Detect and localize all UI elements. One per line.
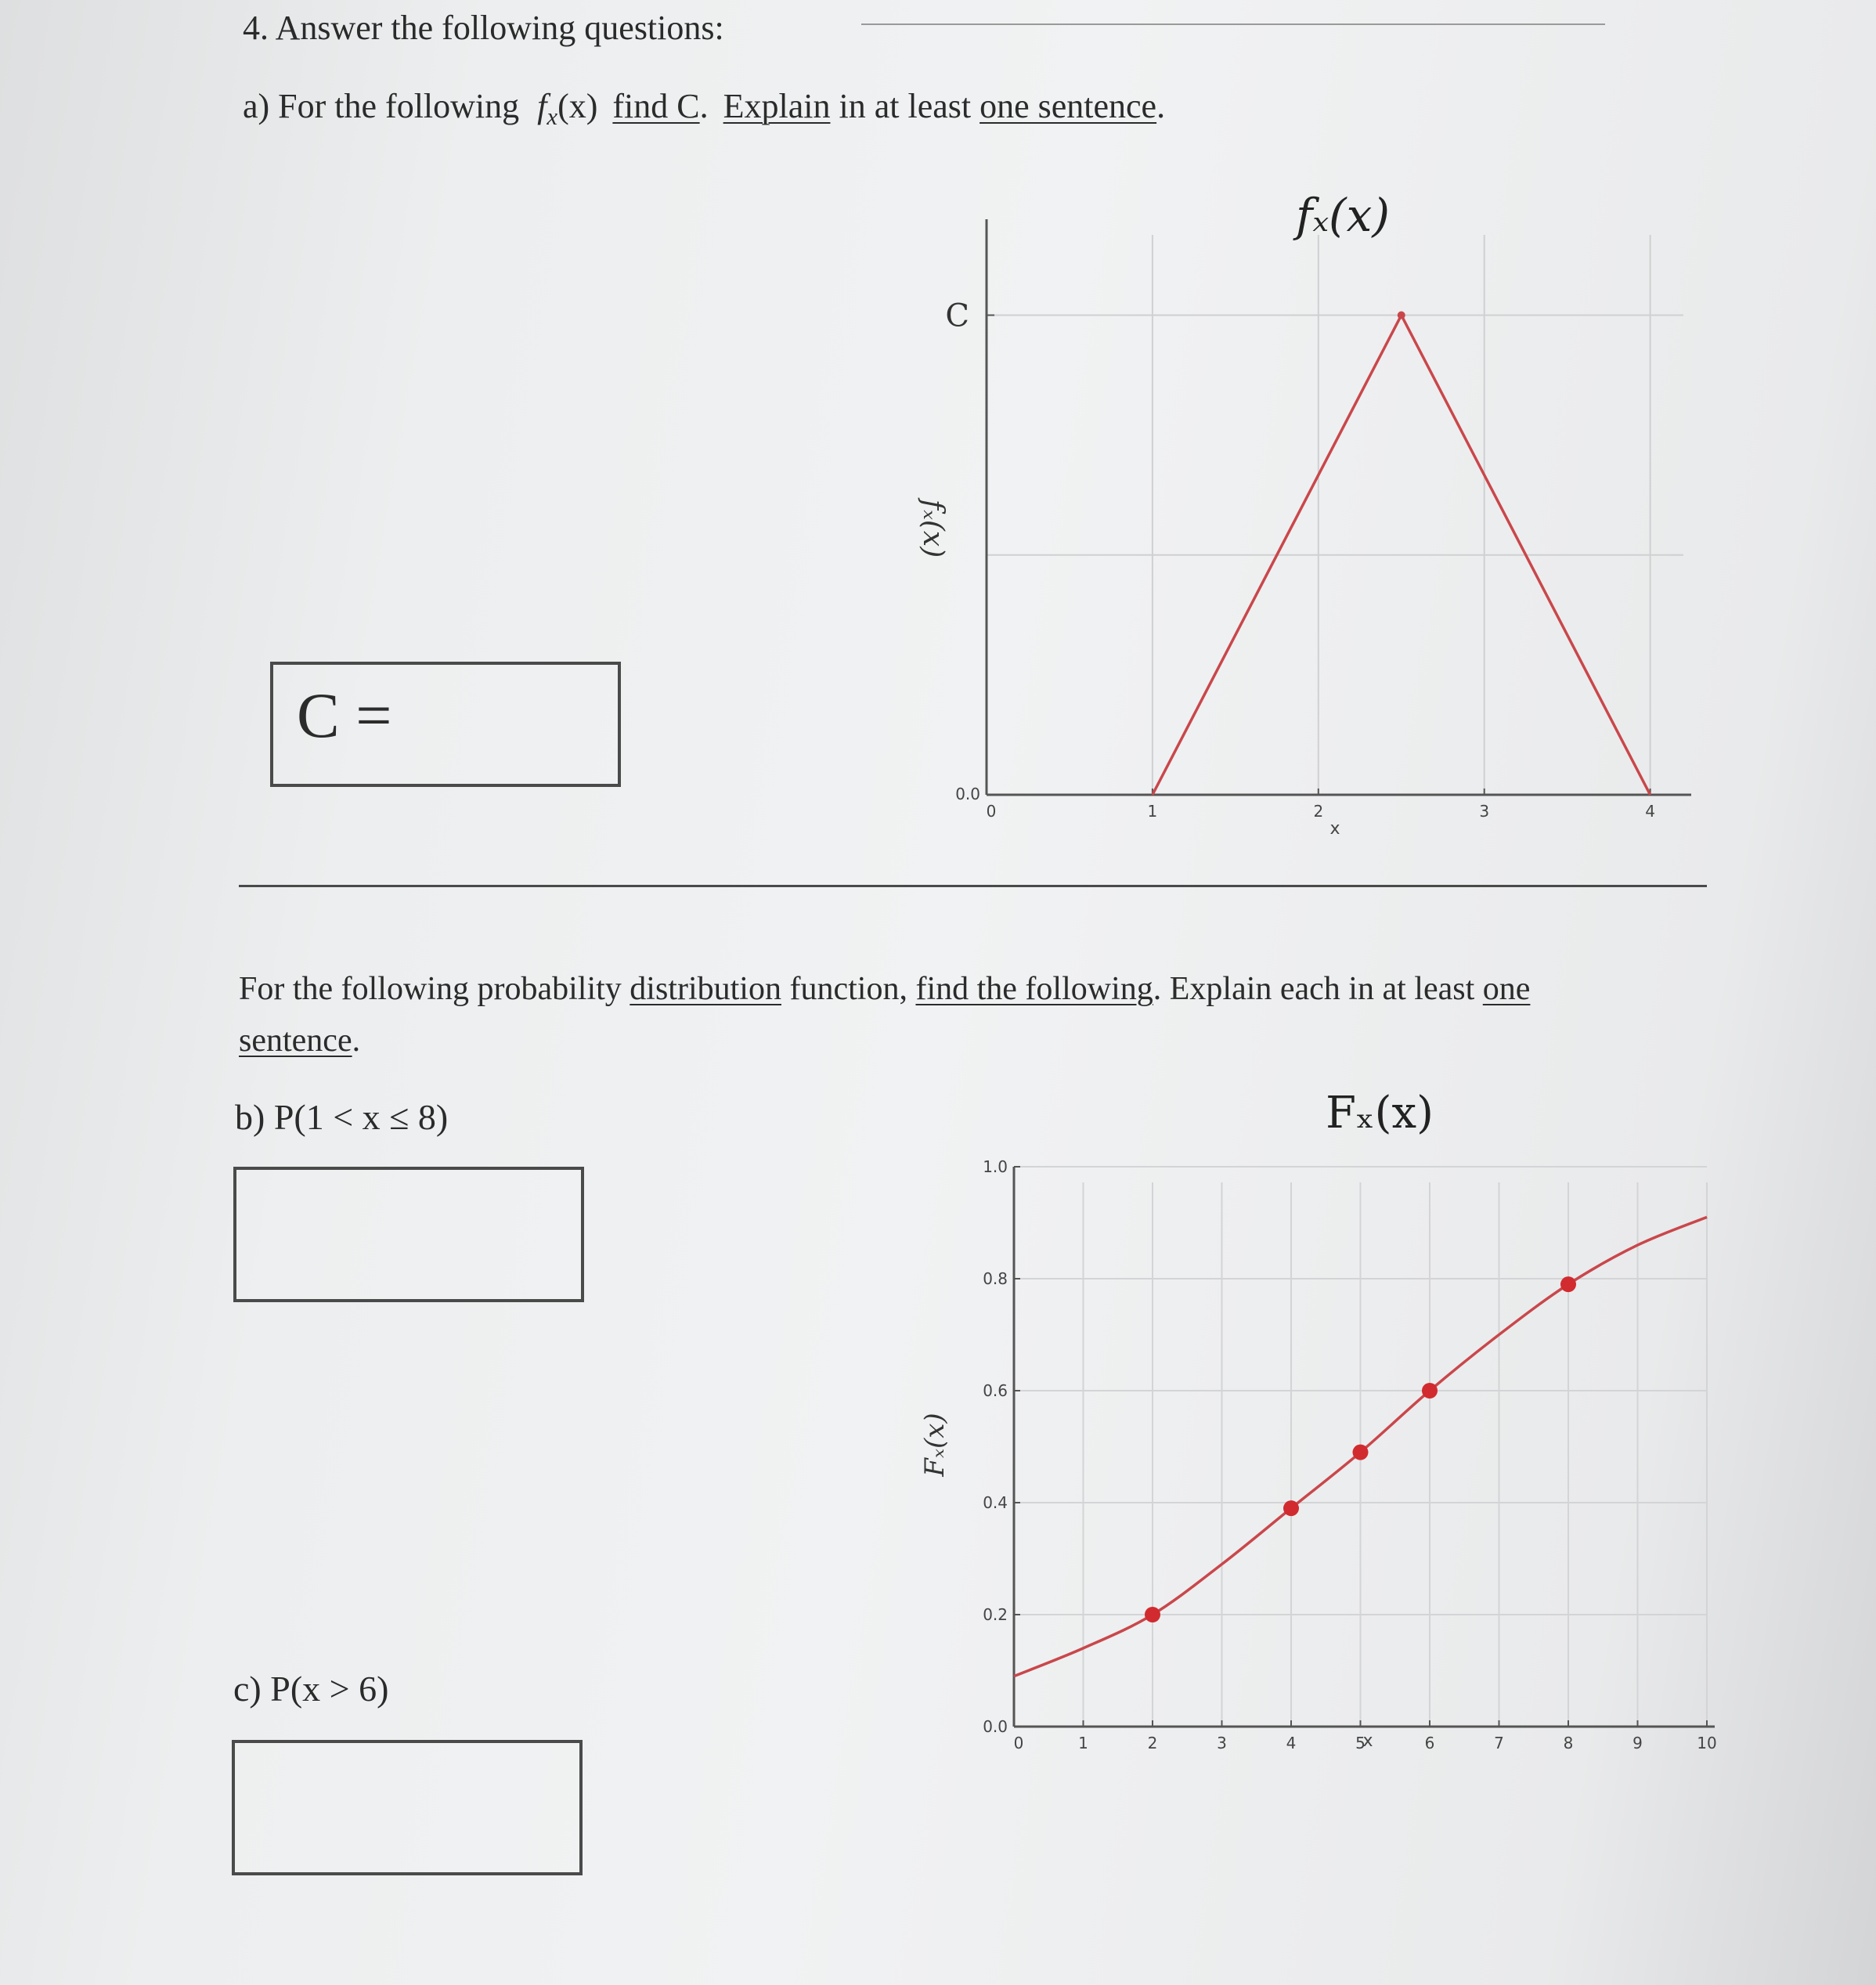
top-rule <box>861 23 1605 25</box>
chart-cdf-x-tick-label: 6 <box>1424 1734 1435 1752</box>
section-b-intro-1: For the following probability <box>239 971 622 1007</box>
answer-box-c[interactable] <box>270 662 621 787</box>
chart-cdf-x-tick-label: 8 <box>1563 1734 1574 1752</box>
section-b-function: function, <box>789 971 907 1007</box>
section-b-period: . <box>352 1023 361 1059</box>
section-b-one: one <box>1482 971 1531 1007</box>
chart-cdf-x-tick-label: 7 <box>1494 1734 1504 1752</box>
answer-box-c-label: C = <box>297 680 392 751</box>
part-a-explain: Explain <box>723 87 831 125</box>
part-a-middle: in at least <box>839 87 972 125</box>
part-a-lead: a) For the following <box>243 87 520 125</box>
chart-cdf-ylabel: Fₓ(x) <box>919 1413 951 1477</box>
part-b-label: b) P(1 < x ≤ 8) <box>235 1097 449 1137</box>
chart-cdf-x-tick-label: 2 <box>1147 1734 1158 1752</box>
section-b-explain-each: . Explain each in at least <box>1153 971 1475 1007</box>
part-c-label: c) P(x > 6) <box>233 1669 389 1709</box>
part-a-find-c: find C <box>612 87 700 125</box>
chart-cdf-y-tick-label: 0.8 <box>983 1269 1008 1288</box>
chart-pdf-x-tick-label: 0 <box>986 802 997 821</box>
chart-pdf-y-tick-label-zero: 0.0 <box>955 785 980 803</box>
section-b-distribution: distribution <box>630 971 781 1007</box>
chart-pdf <box>877 172 1738 861</box>
part-a-prompt <box>243 86 1165 131</box>
chart-cdf-x-tick-label: 0 <box>1013 1734 1024 1752</box>
chart-cdf-point <box>1353 1445 1369 1460</box>
answer-box-c-part[interactable] <box>232 1740 583 1875</box>
chart-cdf <box>900 1081 1762 1770</box>
chart-cdf-y-tick-label: 0.2 <box>983 1605 1008 1624</box>
chart-pdf-x-tick-label: 4 <box>1645 802 1655 821</box>
chart-cdf-y-tick-label: 1.0 <box>983 1157 1008 1176</box>
chart-cdf-x-tick-label: 3 <box>1217 1734 1227 1752</box>
chart-cdf-y-tick-label: 0.6 <box>983 1381 1008 1400</box>
chart-cdf-x-tick-label: 4 <box>1286 1734 1297 1752</box>
chart-pdf-x-tick-label: 2 <box>1313 802 1324 821</box>
chart-pdf-ylabel: fₓ(x) <box>917 499 949 558</box>
chart-pdf-title: fₓ(x) <box>1295 189 1391 242</box>
answer-box-b[interactable] <box>233 1167 584 1302</box>
section-b-find-following: find the following <box>915 971 1153 1007</box>
part-a-period1: . <box>699 87 709 125</box>
section-b-intro <box>239 963 1632 1066</box>
part-a-function: $f_x(x)$ <box>537 87 598 131</box>
question-title: 4. Answer the following questions: <box>243 9 724 47</box>
part-a-one-sentence: one sentence <box>979 87 1157 125</box>
chart-pdf-x-tick-label: 1 <box>1147 802 1158 821</box>
chart-cdf-xlabel: x <box>1362 1731 1373 1751</box>
chart-cdf-title: Fₓ(x) <box>1326 1088 1434 1139</box>
chart-cdf-point <box>1283 1500 1299 1516</box>
chart-cdf-y-tick-label: 0.0 <box>983 1717 1008 1736</box>
chart-cdf-y-tick-label: 0.4 <box>983 1493 1008 1512</box>
chart-cdf-x-tick-label: 9 <box>1632 1734 1643 1752</box>
part-a-period2: . <box>1156 87 1166 125</box>
chart-pdf-y-tick-label-c: C <box>945 298 969 334</box>
chart-pdf-xlabel: x <box>1329 819 1340 839</box>
chart-cdf-x-tick-label: 5 <box>1355 1734 1366 1752</box>
chart-cdf-point <box>1145 1607 1160 1622</box>
chart-cdf-point <box>1422 1383 1438 1399</box>
chart-cdf-x-tick-label: 10 <box>1697 1734 1717 1752</box>
section-b-sentence: sentence <box>239 1023 352 1059</box>
chart-pdf-peak-point <box>1398 312 1405 319</box>
chart-cdf-point <box>1560 1276 1576 1292</box>
chart-cdf-x-tick-label: 1 <box>1078 1734 1088 1752</box>
section-divider <box>239 885 1707 887</box>
chart-pdf-x-tick-label: 3 <box>1479 802 1490 821</box>
